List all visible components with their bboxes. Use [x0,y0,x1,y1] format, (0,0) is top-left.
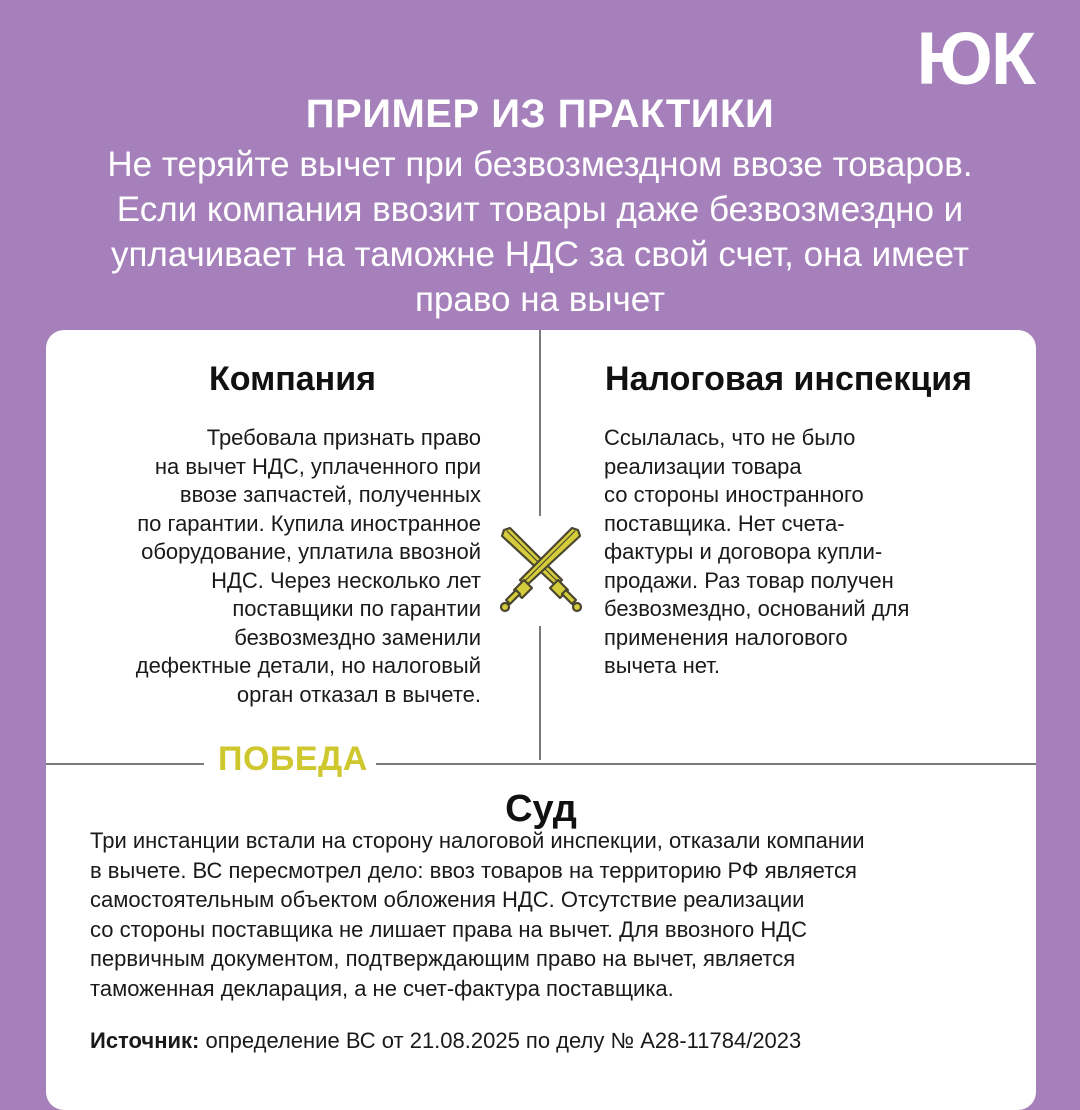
horizontal-divider-right [376,763,1036,765]
tax-office-text-line: продажи. Раз товар получен [604,567,894,593]
tax-office-heading: Налоговая инспекция [605,360,972,398]
tax-office-text-line: Ссылалась, что не было [604,425,856,450]
page-title: ПРИМЕР ИЗ ПРАКТИКИ [305,92,775,136]
source-citation [90,1028,1010,1054]
company-text-line: Требовала признать право [206,425,481,450]
victory-label: ПОБЕДА [218,740,368,778]
tax-office-text-line: применения налогового [604,624,848,650]
court-text-line: первичным документом, подтверждающим право на вычет, является [90,946,796,971]
company-text [76,424,481,709]
court-text-line: со стороны поставщика не лишает права на вычет. Для ввозного НДС [90,916,808,942]
company-text-line: безвозмездно заменили [234,624,481,650]
tax-office-text-line: поставщика. Нет счета- [604,510,845,536]
source-label: Источник: [90,1028,200,1053]
company-text-line: на вычет НДС, уплаченного при [154,453,481,479]
court-text-line: таможенная декларация, а не счет-фактура поставщика. [90,975,674,1001]
company-text-line: орган отказал в вычете. [236,681,481,707]
tax-office-text-line: со стороны иностранного [604,482,864,507]
company-text-line: оборудование, уплатила ввозной [141,539,481,564]
horizontal-divider-left [46,763,204,765]
company-text-line: поставщики по гарантии [232,596,481,621]
company-heading: Компания [209,360,376,398]
court-text-line: в вычете. ВС пересмотрел дело: ввоз товаров на территорию РФ является [90,857,857,883]
tax-office-text-line: безвозмездно, оснований для [604,596,910,621]
court-text-line: Три инстанции встали на сторону налоговой инспекции, отказали компании [90,828,865,853]
company-text-line: по гарантии. Купила иностранное [137,510,481,536]
tax-office-text-line: фактуры и договора купли- [604,539,883,564]
company-text-line: НДС. Через несколько лет [211,567,481,593]
page-subtitle: Не теряйте вычет при безвозмездном ввозе товаров. Если компания ввозит товары даже безвозмездно и уплачивает на таможне НДС за свой счет, она имеет право на вычет [107,145,973,319]
tax-office-text [604,424,1014,681]
crossed-swords-icon [496,526,586,616]
court-text [90,826,1010,1003]
court-heading: Суд [505,788,577,830]
source-text: определение ВС от 21.08.2025 по делу № А28-11784/2023 [205,1028,802,1053]
court-text-line: самостоятельным объектом обложения НДС. Отсутствие реализации [90,887,805,912]
company-text-line: ввозе запчастей, полученных [179,482,481,507]
company-text-line: дефектные детали, но налоговый [135,653,481,678]
case-card [46,330,1036,1110]
tax-office-text-line: вычета нет. [604,653,721,678]
brand-logo: ЮК [916,17,1034,100]
tax-office-text-line: реализации товара [604,453,802,479]
